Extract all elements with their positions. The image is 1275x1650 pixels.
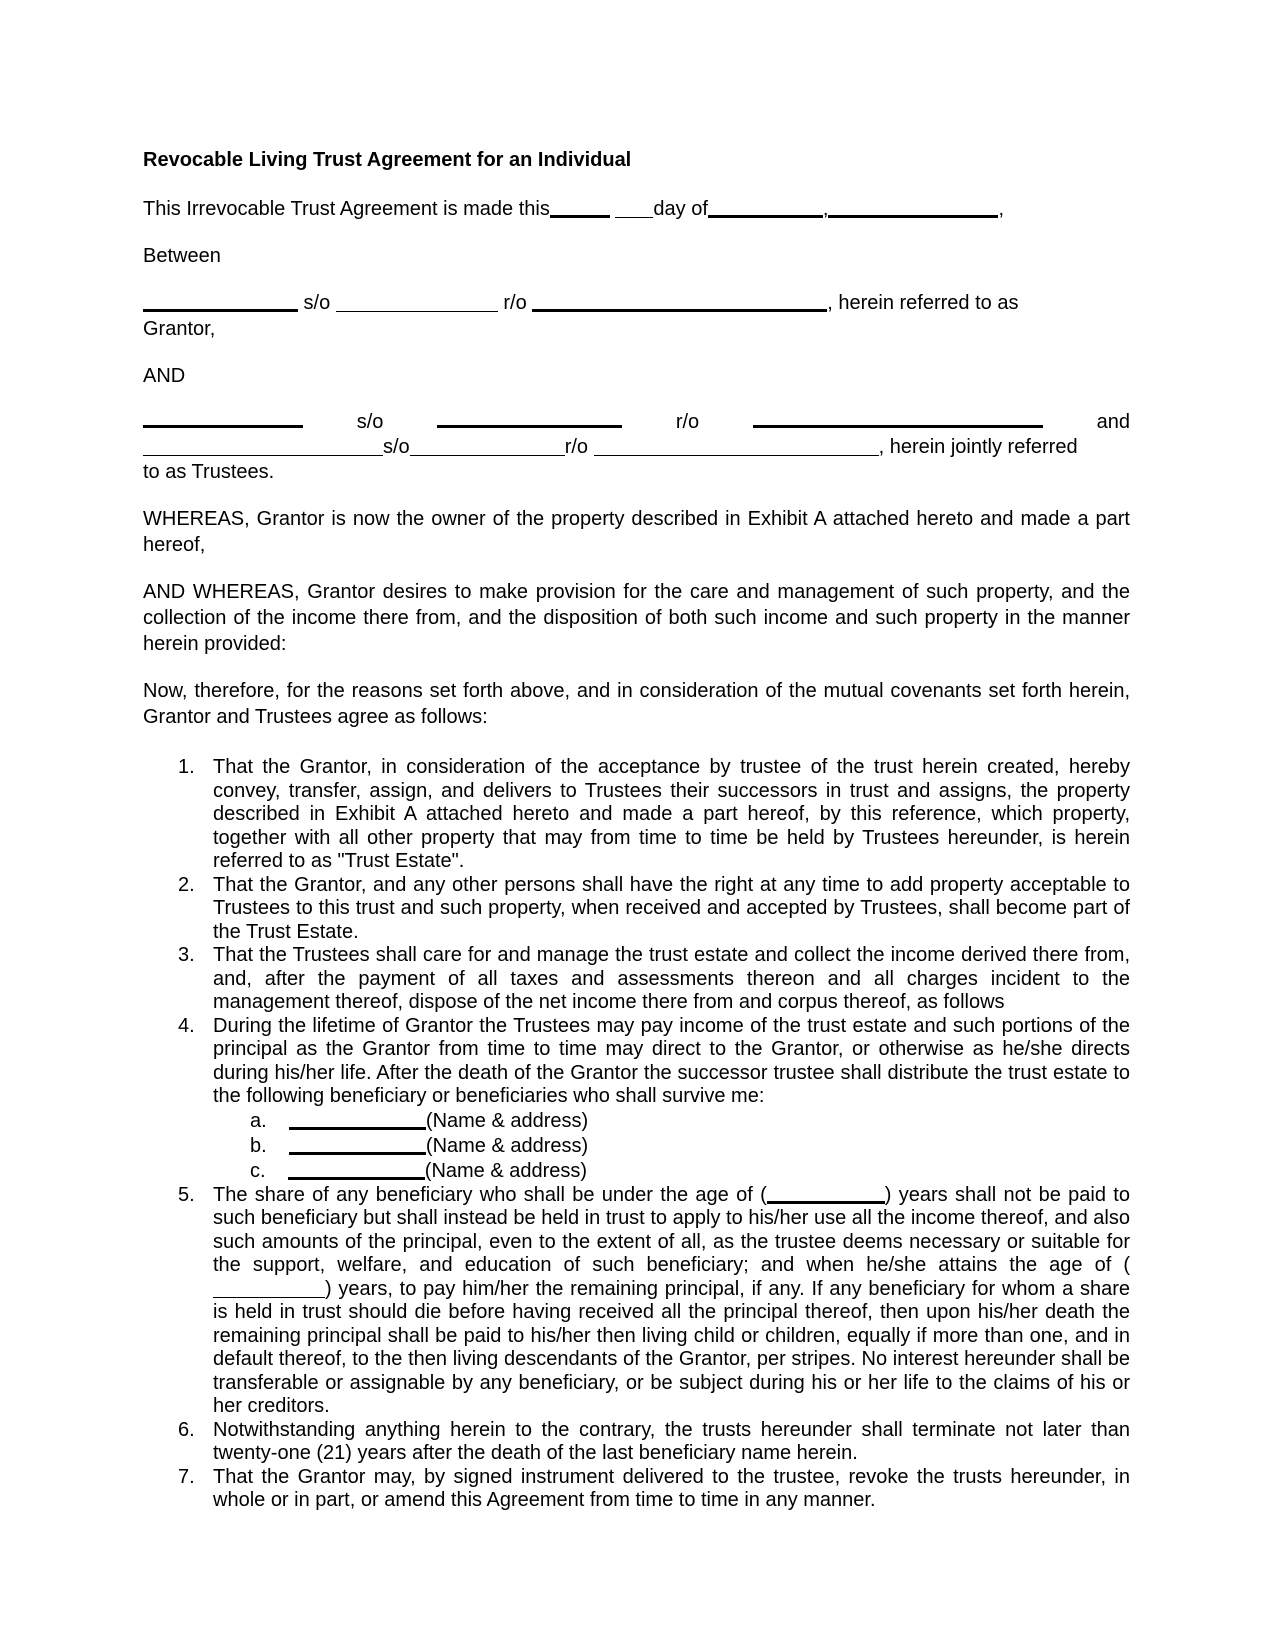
text-segment: That the Grantor may, by signed instrument delivered to the trustee, revoke the trusts hereunder, in whole or in part, or amend this Agreement from time to time in any manner. — [213, 1465, 1136, 1511]
text-segment: b. — [250, 1134, 289, 1157]
text-segment: r/o — [675, 411, 700, 433]
text-segment: The share of any beneficiary who shall be under the age of ( — [213, 1183, 767, 1206]
clause-item-6 — [143, 1418, 1136, 1466]
text-segment: day of — [653, 198, 708, 220]
text-segment: , — [822, 198, 829, 220]
age-blank-1 — [767, 1186, 885, 1204]
age-blank-2 — [213, 1282, 325, 1298]
clause-number: 3. — [178, 944, 195, 966]
document-title: Revocable Living Trust Agreement for an Individual — [143, 149, 632, 171]
year-blank — [828, 200, 998, 218]
month-blank — [708, 200, 823, 218]
day-blank-2 — [615, 202, 653, 218]
clause-item-4 — [143, 1014, 1136, 1184]
beneficiary-row-b — [213, 1134, 1130, 1159]
text-segment: (Name & address) — [425, 1109, 589, 1132]
text-segment: That the Grantor, in consideration of the acceptance by trustee of the trust herein created, hereby convey, transfer, assign, and delivers to Trustees their successors in trust and assigns, the property described in Exhibit A attached hereto and made a part hereof, by this reference, which property, together with all other property that may from time to time be held by Trustees hereunder, is herein referred to as "Trust Estate". — [213, 756, 1136, 872]
text-segment: During the lifetime of Grantor the Trustees may pay income of the trust estate and such portions of the principal as the Grantor from time to time may direct to the Grantor, or otherwise as he/she directs during his/her life. After the death of the Grantor the successor trustee shall distribute the trust estate to the following beneficiary or beneficiaries who shall survive me: — [213, 1014, 1136, 1107]
beneficiary-row-a — [213, 1109, 1130, 1134]
text-segment: s/o — [383, 436, 410, 458]
whereas-clause: WHEREAS, Grantor is now the owner of the property described in Exhibit A attached hereto and made a part hereof, — [143, 508, 1130, 556]
clause-text — [213, 944, 1136, 1015]
trustee1-name-blank — [143, 410, 303, 428]
clause-text — [213, 1465, 1136, 1513]
day-blank — [550, 200, 610, 218]
clause-item-1 — [143, 756, 1136, 874]
clause-body — [213, 1014, 1136, 1184]
date-line — [143, 196, 1130, 222]
beneficiary-c-blank — [288, 1162, 425, 1180]
text-segment: s/o — [298, 292, 336, 314]
clause-text — [213, 873, 1136, 945]
text-segment: That the Trustees shall care for and manage the trust estate and collect the income derived there from, and, after the payment of all taxes and assessments thereon and all charges incident to the management thereof, dispose of the net income there from and corpus thereof, as follows — [213, 944, 1136, 1013]
clause-item-3 — [143, 944, 1136, 1015]
text-segment: That the Grantor, and any other persons shall have the right at any time to add property acceptable to Trustees to this trust and such property, when received and accepted by Trustees, shall become part of the Trust Estate. — [213, 873, 1136, 943]
and-whereas-clause: AND WHEREAS, Grantor desires to make provision for the care and management of such property, and the collection of the income there from, and the disposition of both such income and such property in the manner herein provided: — [143, 581, 1130, 655]
text-segment: , herein referred to as — [827, 292, 1019, 314]
grantor-line — [143, 290, 1130, 316]
text-segment: r/o — [564, 436, 594, 458]
text-segment: Notwithstanding anything herein to the contrary, the trusts hereunder shall terminate not later than twenty-one (21) years after the death of the last beneficiary name herein. — [213, 1418, 1136, 1464]
trustee-line-1 — [143, 410, 1130, 435]
clause-item-2 — [143, 873, 1136, 945]
grantor-label: Grantor, — [143, 318, 216, 340]
clause-number: 2. — [178, 873, 195, 896]
clause-text — [213, 1418, 1136, 1466]
text-segment: s/o — [356, 411, 384, 433]
clause-number: 4. — [178, 1014, 195, 1037]
trustees-label: to as Trustees. — [143, 461, 275, 483]
trustee-line-2 — [143, 435, 1130, 460]
clause-number: 1. — [178, 756, 195, 778]
clause-text — [213, 756, 1136, 874]
trustee2-name-blank — [143, 440, 383, 456]
clause-item-5 — [143, 1183, 1136, 1419]
beneficiary-a-blank — [289, 1112, 426, 1130]
trustee2-so-blank — [410, 440, 565, 456]
clause-text — [213, 1183, 1136, 1419]
grantor-ro-blank — [532, 294, 827, 312]
trustee2-ro-blank — [594, 440, 879, 456]
between-label: Between — [143, 245, 221, 267]
beneficiary-b-blank — [289, 1137, 426, 1155]
beneficiary-row-c — [213, 1159, 1130, 1184]
text-segment: (Name & address) — [424, 1159, 588, 1182]
text-segment: This Irrevocable Trust Agreement is made this — [143, 198, 550, 220]
text-segment: c. — [250, 1159, 288, 1182]
clause-number: 5. — [178, 1183, 195, 1206]
trustee1-so-blank — [437, 410, 622, 428]
and-label: AND — [143, 365, 186, 387]
clause-number: 7. — [178, 1465, 195, 1488]
text-segment: , herein jointly referred — [878, 436, 1078, 458]
clause-text — [213, 1014, 1136, 1109]
text-segment: , — [998, 198, 1005, 220]
clauses-list — [143, 756, 1136, 1513]
grantor-so-blank — [336, 296, 498, 312]
now-therefore-clause: Now, therefore, for the reasons set forth above, and in consideration of the mutual covenants set forth herein, Grantor and Trustees agree as follows: — [143, 680, 1130, 728]
clause-number: 6. — [178, 1418, 195, 1441]
clause-item-7 — [143, 1465, 1136, 1513]
text-segment: and — [1096, 411, 1130, 433]
text-segment: a. — [250, 1109, 289, 1132]
text-segment: (Name & address) — [425, 1134, 589, 1157]
text-segment: ) years, to pay him/her the remaining principal, if any. If any beneficiary for whom a share is held in trust should die before having received all the principal thereof, then upon his/her death the remaining principal shall be paid to his/her then living child or children, equally if more than one, and in default thereof, to the then living descendants of the Grantor, per stripes. No interest hereunder shall be transferable or assignable by any beneficiary, or be subject during his or her life to the claims of his or her creditors. — [213, 1277, 1136, 1417]
trustee1-ro-blank — [753, 410, 1043, 428]
grantor-name-blank — [143, 294, 298, 312]
text-segment: ) years shall not be paid to such beneficiary but shall instead be held in trust to apply to his/her use all the income thereof, and also such amounts of the principal, even to the extent of all, as the trustee deems necessary or suitable for the support, welfare, and education of such beneficiary; and when he/she attains the age of ( — [213, 1183, 1136, 1276]
text-segment: r/o — [497, 292, 533, 314]
trustees-block — [143, 410, 1130, 485]
